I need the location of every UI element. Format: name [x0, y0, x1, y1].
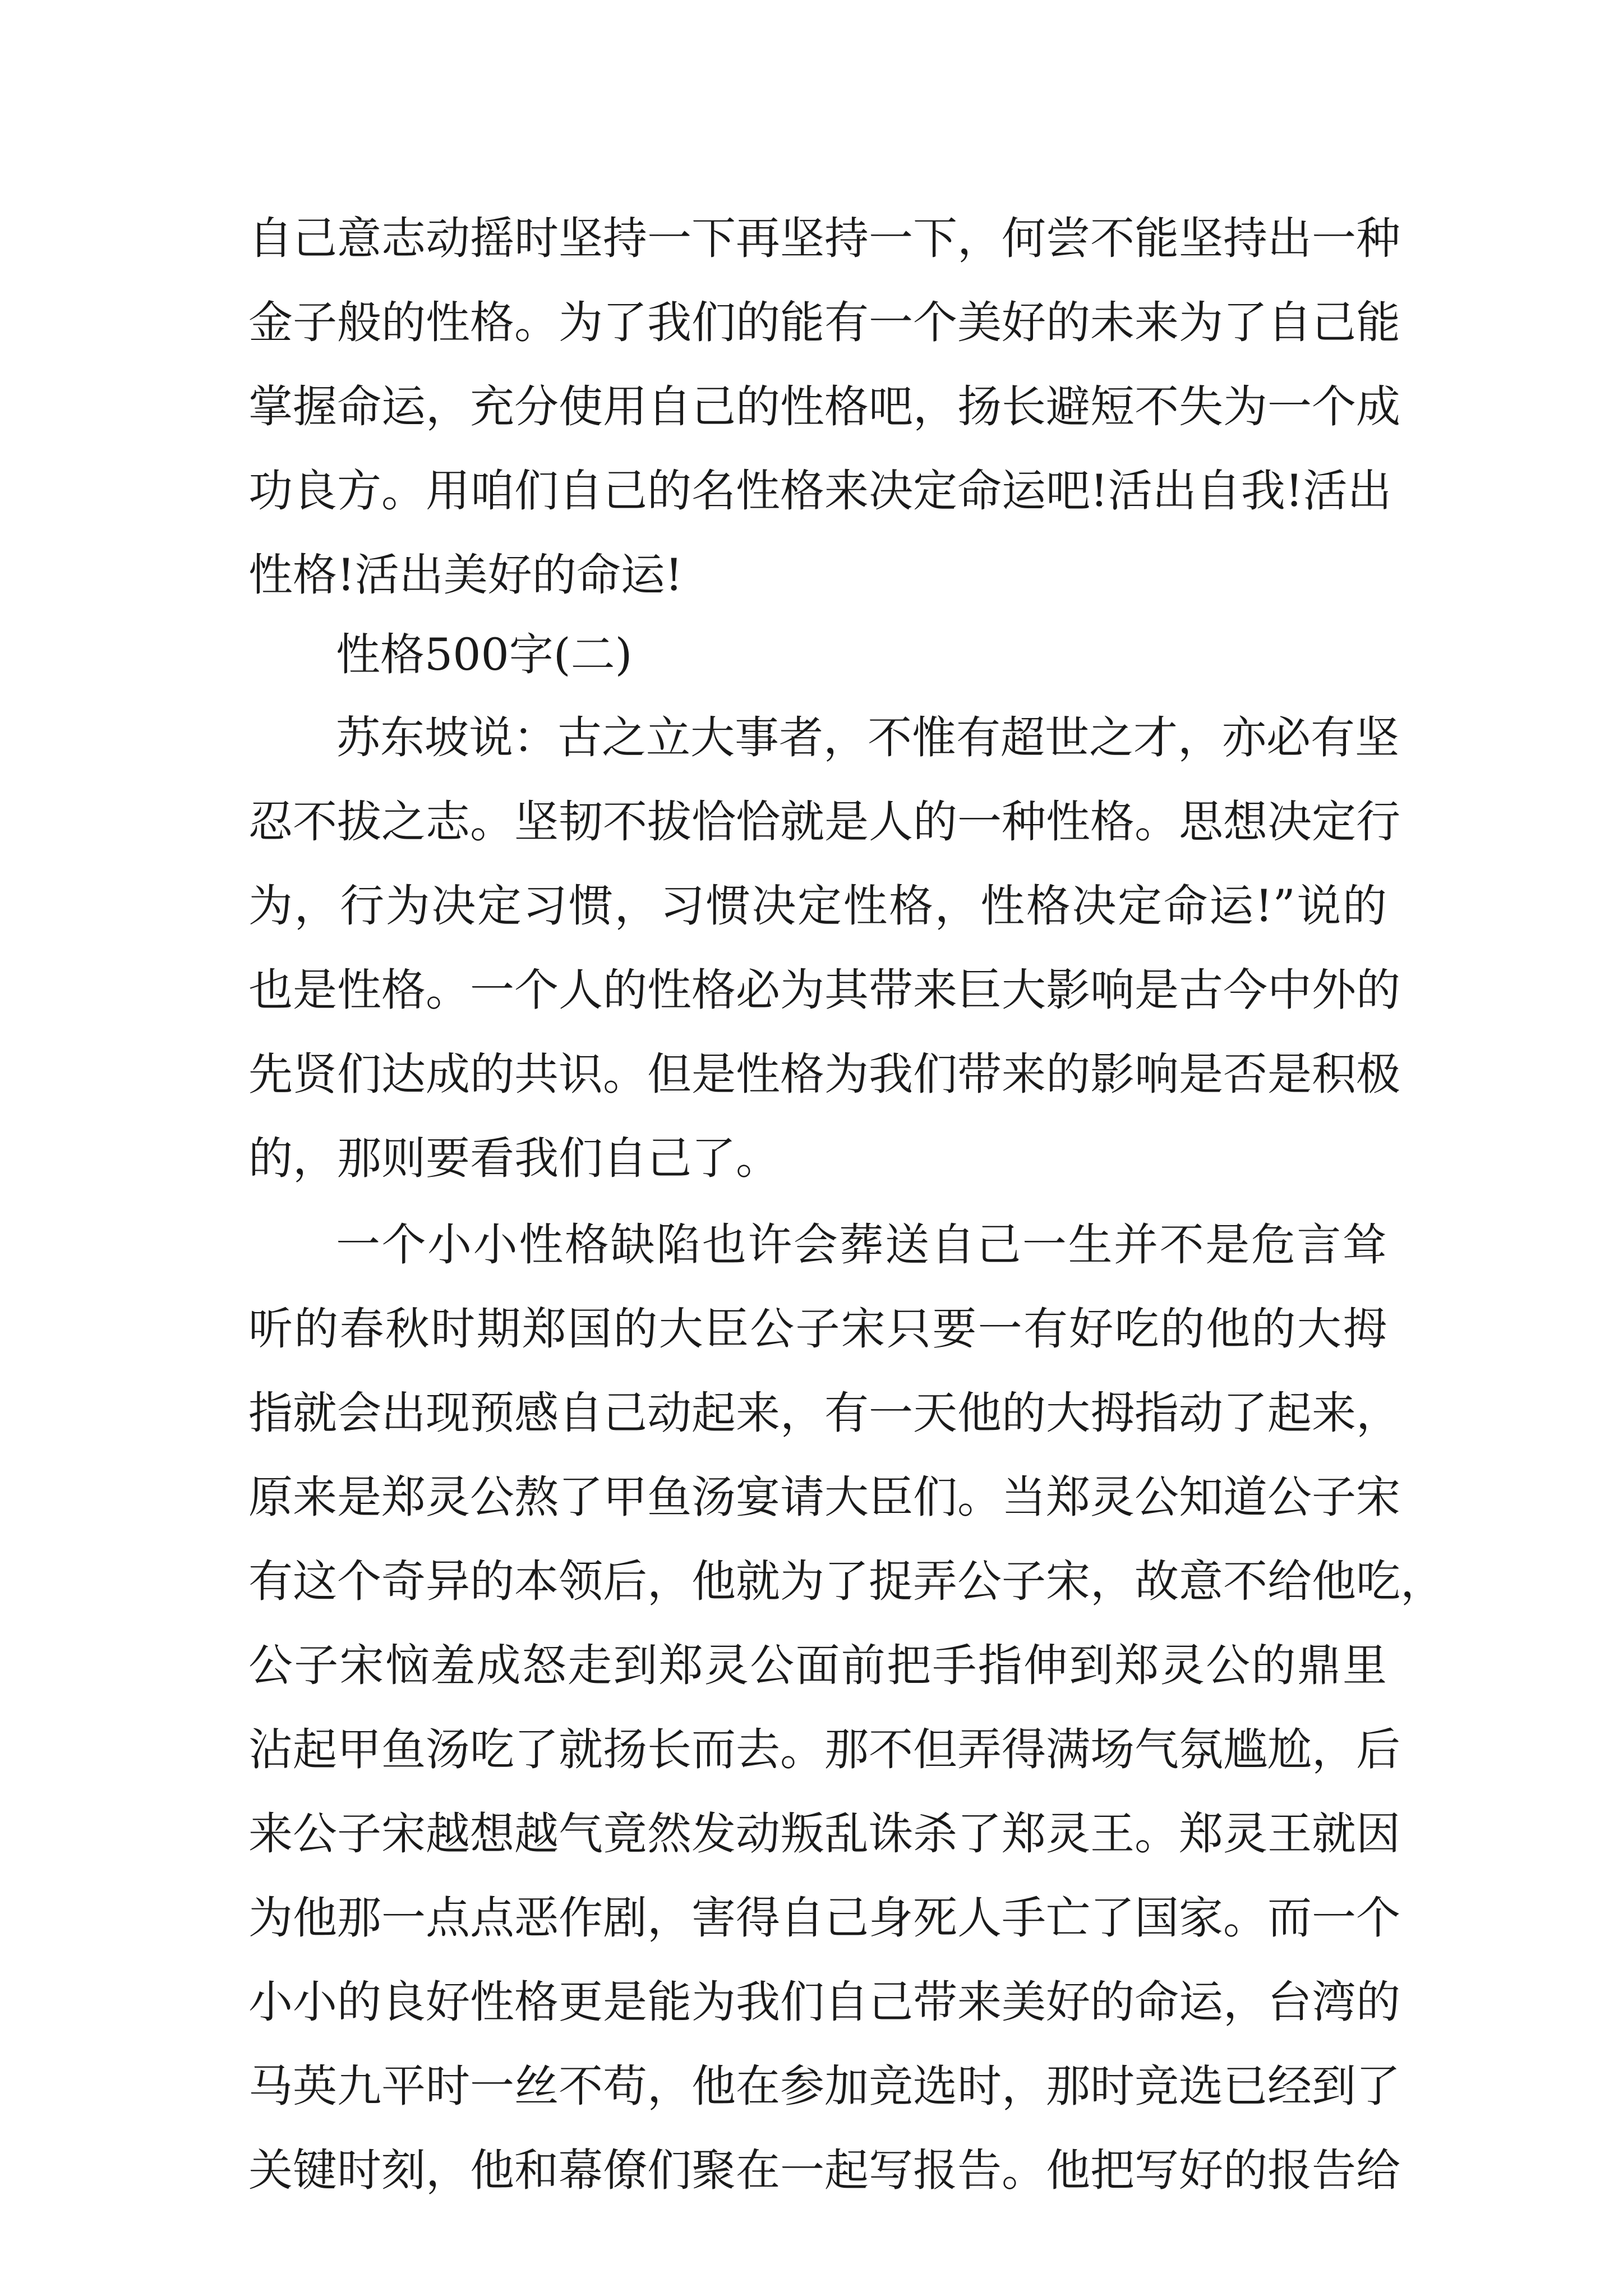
paragraph-line: 原来是郑灵公熬了甲鱼汤宴请大臣们。当郑灵公知道公子宋: [248, 1471, 1400, 1523]
paragraph-line: 沾起甲鱼汤吃了就扬长而去。那不但弄得满场气氛尴尬，后: [248, 1724, 1400, 1775]
paragraph-line: 公子宋恼羞成怒走到郑灵公面前把手指伸到郑灵公的鼎里: [248, 1640, 1387, 1691]
paragraph-line: 为他那一点点恶作剧，害得自己身死人手亡了国家。而一个: [248, 1892, 1400, 1944]
paragraph-line: 关键时刻，他和幕僚们聚在一起写报告。他把写好的报告给: [248, 2145, 1400, 2196]
paragraph-line: 听的春秋时期郑国的大臣公子宋只要一有好吃的他的大拇: [248, 1303, 1387, 1355]
paragraph-line: 一个小小性格缺陷也许会葬送自己一生并不是危言耸: [336, 1219, 1387, 1271]
paragraph-line: 有这个奇异的本领后，他就为了捉弄公子宋，故意不给他吃，: [248, 1556, 1445, 1607]
paragraph-line: 掌握命运，充分使用自己的性格吧，扬长避短不失为一个成: [248, 381, 1400, 432]
paragraph-line: 马英九平时一丝不苟，他在参加竞选时，那时竞选已经到了: [248, 2060, 1400, 2112]
paragraph-line: 金子般的性格。为了我们的能有一个美好的未来为了自己能: [248, 297, 1400, 348]
paragraph-line: 忍不拔之志。坚韧不拔恰恰就是人的一种性格。思想决定行: [248, 796, 1400, 848]
paragraph-line: 为，行为决定习惯，习惯决定性格，性格决定命运!”说的: [248, 880, 1387, 932]
paragraph-line: 苏东坡说：古之立大事者，不惟有超世之才，亦必有坚: [336, 712, 1399, 763]
paragraph-line: 功良方。用咱们自己的名性格来决定命运吧!活出自我!活出: [248, 465, 1392, 517]
paragraph-line: 性格!活出美好的命运!: [248, 549, 683, 601]
paragraph-line: 小小的良好性格更是能为我们自己带来美好的命运，台湾的: [248, 1976, 1400, 2028]
paragraph-line: 的，那则要看我们自己了。: [248, 1133, 780, 1184]
paragraph-line: 来公子宋越想越气竟然发动叛乱诛杀了郑灵王。郑灵王就因: [248, 1808, 1400, 1860]
paragraph-line: 自己意志动摇时坚持一下再坚持一下，何尝不能坚持出一种: [248, 213, 1400, 264]
section-heading: 性格500字(二): [336, 629, 633, 680]
paragraph-line: 先贤们达成的共识。但是性格为我们带来的影响是否是积极: [248, 1048, 1400, 1100]
paragraph-line: 也是性格。一个人的性格必为其带来巨大影响是古今中外的: [248, 964, 1400, 1016]
paragraph-line: 指就会出现预感自己动起来，有一天他的大拇指动了起来，: [248, 1387, 1400, 1439]
